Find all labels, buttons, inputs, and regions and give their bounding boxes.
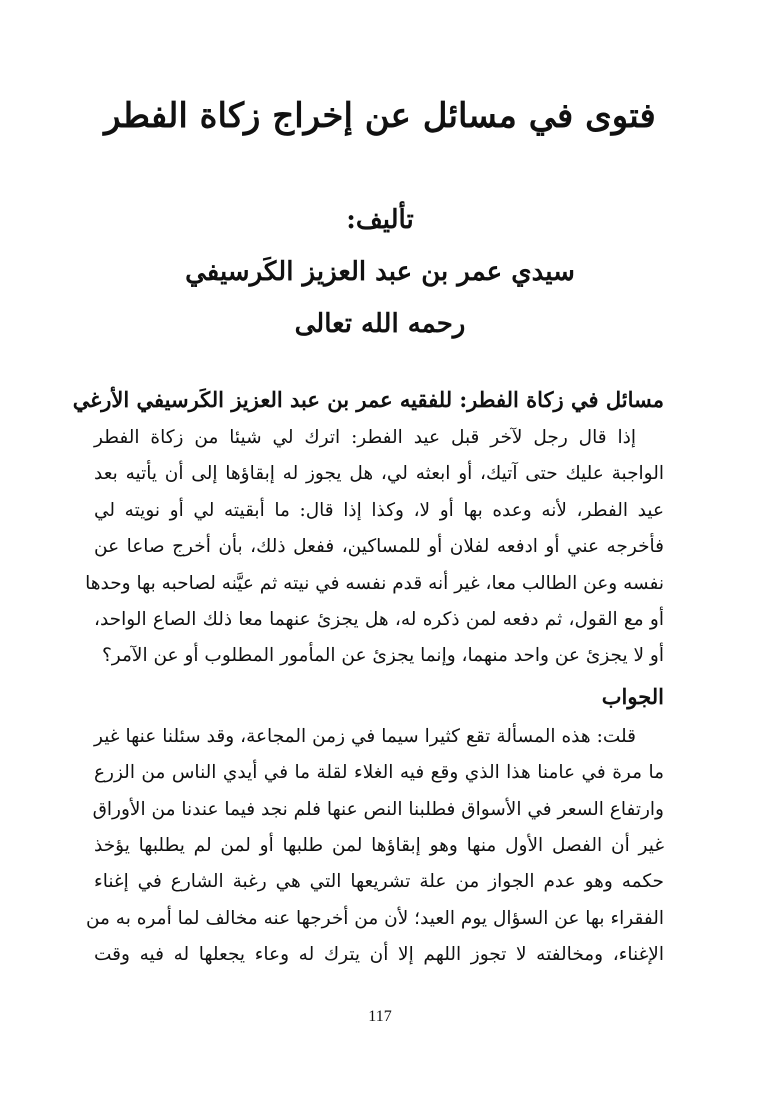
question-line: الواجبة عليك حتى آتيك، أو ابعثه لي، هل يجوز له إبقاؤها إلى أن يأتيه بعد [94,463,664,485]
question-line: عيد الفطر، لأنه وعده بها أو لا، وكذا إذا قال: ما أبقيته لي أو نويته لي [94,499,664,521]
question-line: نفسه وعن الطالب معا، غير أنه قدم نفسه في نيته ثم عيَّنه لصاحبه بها وحدها [85,572,664,594]
author-name: سيدي عمر بن عبد العزيز الكَرسيفي [185,257,575,287]
author-label: تأليف: [346,205,414,235]
author-blessing: رحمه الله تعالى [294,309,466,339]
answer-line: الفقراء بها عن السؤال يوم العيد؛ لأن من أخرجها عنه مخالف لما أمره به من [85,907,664,929]
question-paragraph [85,420,664,675]
question-line: أو مع القول، ثم دفعه لمن ذكره له، هل يجزئ عنهما معا ذلك الصاع الواحد، [94,609,664,631]
answer-line: الإغناء، ومخالفته لا تجوز اللهم إلا أن يترك له وعاء يجعلها له فيه وقت [94,944,664,966]
question-line: أو لا يجزئ عن واحد منهما، وإنما يجزئ عن المأمور المطلوب أو عن الآمر؟ [101,645,664,667]
body-text [72,380,664,974]
answer-line: ما مرة في عامنا هذا الذي وقع فيه الغلاء لقلة ما في أيدي الناس من الزرع [94,762,664,784]
answer-line: قلت: هذه المسألة تقع كثيرا سيما في زمن المجاعة، وقد سئلنا عنها غير [94,725,636,747]
answer-line: وارتفاع السعر في الأسواق فطلبنا النص عنها فلم نجد فيما عندنا من الأوراق [92,798,664,820]
answer-heading: الجواب [601,683,664,709]
page-number: 117 [368,1008,392,1025]
question-line: إذا قال رجل لآخر قبل عيد الفطر: اترك لي شيئا من زكاة الفطر [94,427,636,448]
section-heading: مسائل في زكاة الفطر: للفقيه عمر بن عبد العزيز الكَرسيفي الأرغي [72,387,664,412]
answer-line: غير أن الفصل الأول منها وهو إبقاؤها لمن طلبها أو لمن لم يطلبها يؤخذ [94,835,664,857]
question-line: فأخرجه عني أو ادفعه لفلان أو للمساكين، ففعل ذلك، بأن أخرج صاعا عن [94,536,664,558]
answer-line: حكمه وهو عدم الجواز من علة تشريعها التي هي رغبة الشارع في إغناء [94,871,664,893]
page-title: فتوى في مسائل عن إخراج زكاة الفطر [104,96,656,136]
answer-paragraph [85,719,664,974]
author-block [60,196,700,348]
